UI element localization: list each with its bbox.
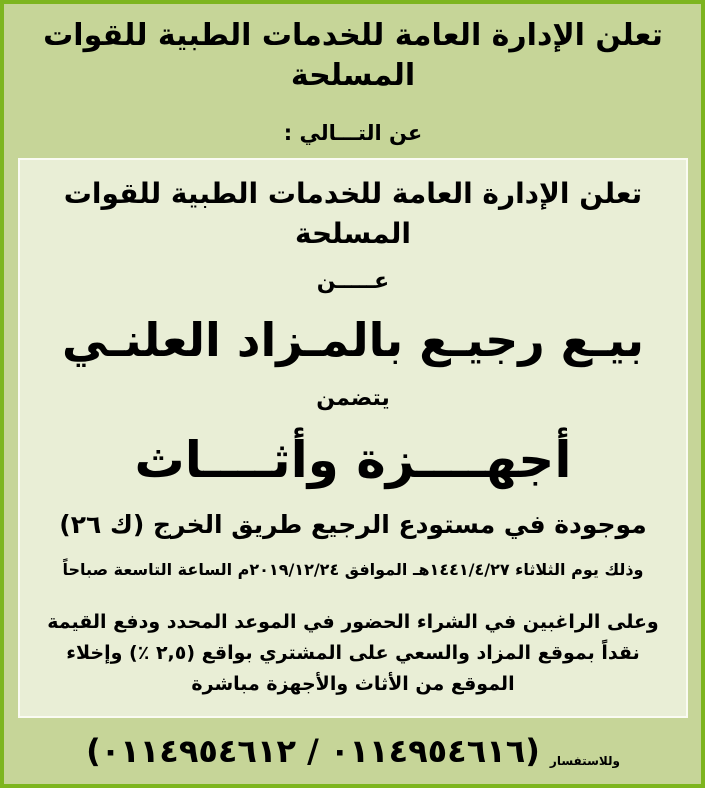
contact-label: وللاستفسار [549, 754, 620, 768]
notice-date-time: وذلك يوم الثلاثاء ١٤٤١/٤/٢٧هـ الموافق ٢٠١٩/١٢/٢٤م الساعة التاسعة صباحاً [62, 560, 644, 580]
notice-items: أجهــــزة وأثــــاث [134, 431, 572, 490]
notice-box [18, 158, 688, 718]
notice-terms: وعلى الراغبين في الشراء الحضور في الموعد المحدد ودفع القيمة نقداً بموقع المزاد والسعي على المشتري بواقع (٢,٥ ٪) وإخلاء الموقع من الأثاث والأجهزة مباشرة [47, 610, 659, 695]
header-subtitle: عن التـــالي : [283, 121, 423, 145]
notice-headline: بيـع رجيـع بالمـزاد العلنـي [62, 312, 644, 367]
notice-location: موجودة في مستودع الرجيع طريق الخرج (ك ٢٦) [59, 510, 647, 540]
contact-footer [18, 726, 688, 776]
notice-about: عـــــن [316, 268, 390, 294]
notice-announcer: تعلن الإدارة العامة للخدمات الطبية للقوات المسلحة [63, 177, 643, 250]
header-title: تعلن الإدارة العامة للخدمات الطبية للقوات المسلحة [43, 18, 663, 93]
contact-phones: (٠١١٤٩٥٤٦١٦ / ٠١١٤٩٥٤٦١٢) [86, 732, 540, 770]
notice-includes: يتضمن [316, 385, 390, 411]
